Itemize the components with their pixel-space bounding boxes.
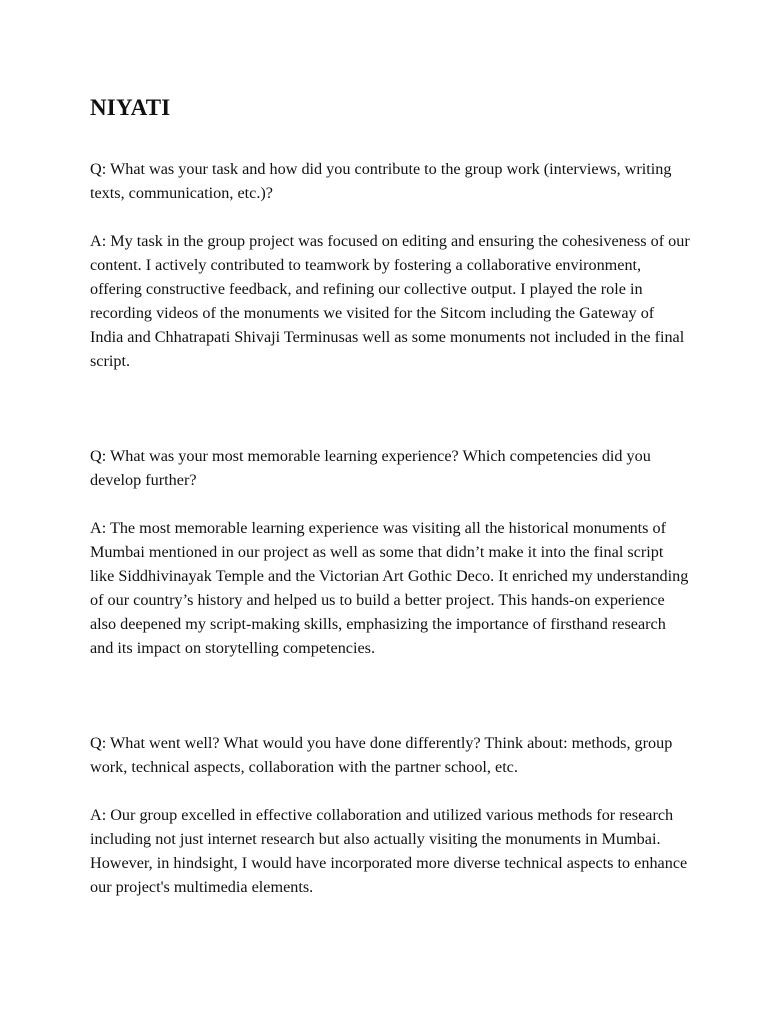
question-2: Q: What was your most memorable learning experience? Which competencies did you develop further?: [90, 447, 651, 489]
answer-2: A: The most memorable learning experience was visiting all the historical monuments of Mumbai mentioned in our project as well as some that didn’t make it into the final script like Siddhivinayak Temple and the Victorian Art Gothic Deco. It enriched my understanding of our country’s history and helped us to build a better project. This hands-on experience also deepened my script-making skills, emphasizing the importance of firsthand research and its impact on storytelling competencies.: [90, 519, 689, 657]
qa-section-1: [90, 157, 690, 373]
question-1: Q: What was your task and how did you contribute to the group work (interviews, writing texts, communication, etc.)?: [90, 160, 672, 202]
answer-1: A: My task in the group project was focused on editing and ensuring the cohesiveness of our content. I actively contributed to teamwork by fostering a collaborative environment, offering constructive feedback, and refining our collective output. I played the role in recording videos of the monuments we visited for the Sitcom including the Gateway of India and Chhatrapati Shivaji Terminusas well as some monuments not included in the final script.: [90, 232, 690, 370]
qa-section-2: [90, 444, 690, 660]
answer-3: A: Our group excelled in effective collaboration and utilized various methods for research including not just internet research but also actually visiting the monuments in Mumbai. However, in hindsight, I would have incorporated more diverse technical aspects to enhance our project's multimedia elements.: [90, 806, 688, 896]
document-page: [90, 94, 690, 899]
qa-section-3: [90, 731, 690, 899]
question-3: Q: What went well? What would you have done differently? Think about: methods, group work, technical aspects, collaboration with the partner school, etc.: [90, 734, 673, 776]
document-title: NIYATI: [90, 95, 171, 120]
